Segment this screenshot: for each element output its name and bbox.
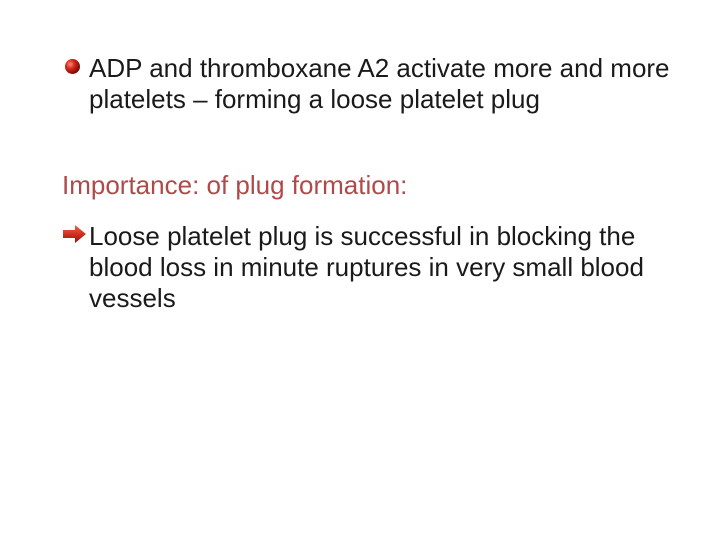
red-sphere-icon (64, 58, 81, 75)
bullet-text-adp-thromboxane: ADP and thromboxane A2 activate more and more platelets – forming a loose platelet plug (89, 53, 670, 114)
bullet-text-loose-plug: Loose platelet plug is successful in blocking the blood loss in minute ruptures in very small blood vessels (89, 221, 644, 313)
red-arrow-icon (61, 224, 87, 244)
importance-heading: Importance: of plug formation: (62, 170, 408, 200)
